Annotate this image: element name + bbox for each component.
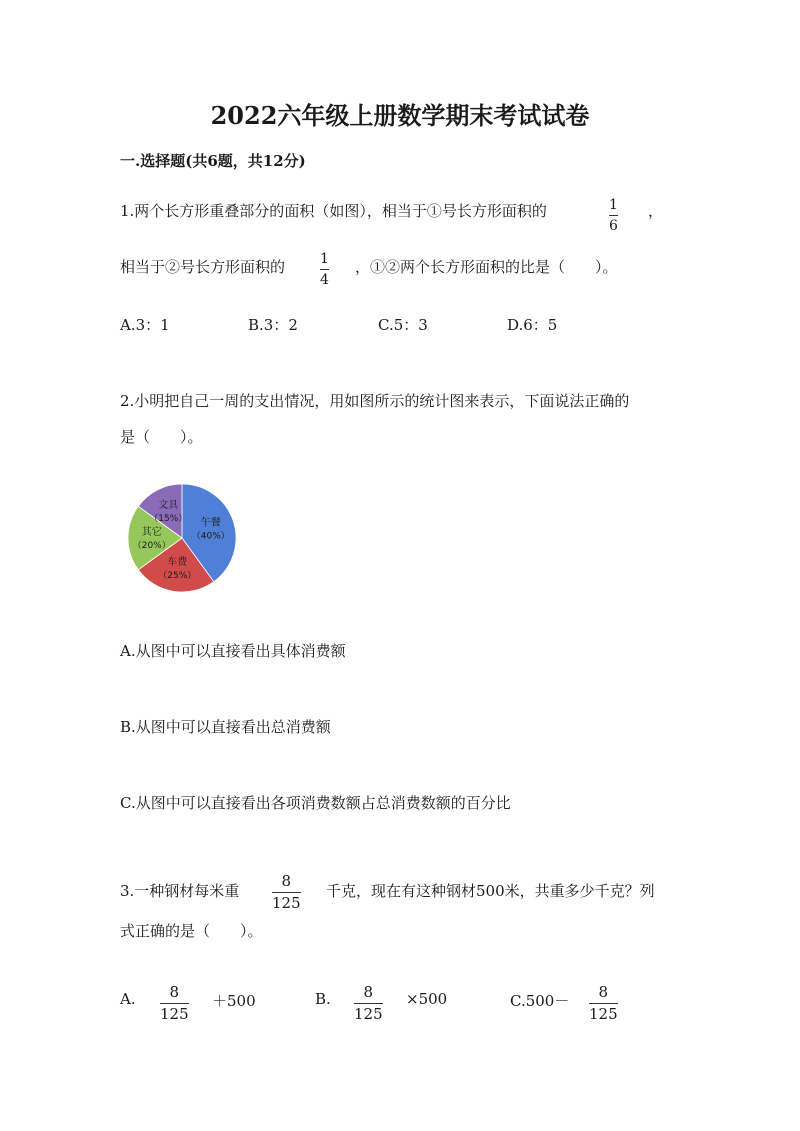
pie-label-fare: 车费	[167, 556, 188, 568]
q3-option-b-denominator: 125	[354, 1005, 383, 1023]
q3-option-a-denominator: 125	[160, 1005, 189, 1023]
q2-line2: 是（ ）。	[120, 428, 203, 446]
pie-label-stationery: 文具	[158, 500, 179, 512]
q1-line2: 相当于②号长方形面积的	[120, 258, 286, 276]
q3-line2: 式正确的是（ ）。	[120, 922, 263, 940]
q3-option-c-fraction	[589, 985, 618, 1022]
q1-fraction-2-denominator: 4	[320, 272, 329, 288]
page-title: 2022六年级上册数学期末考试试卷	[210, 101, 590, 130]
q3-option-a-suffix: ＋500	[212, 992, 256, 1010]
q3-option-a-label[interactable]: A.	[120, 990, 136, 1008]
q1-option-c[interactable]: C.5：3	[378, 316, 428, 334]
q3-option-b-label[interactable]: B.	[315, 990, 331, 1008]
q3-option-b-numerator: 8	[363, 983, 374, 1001]
q1-line1-end: ，	[648, 202, 664, 220]
q3-fraction-numerator: 8	[281, 872, 292, 890]
q1-option-a[interactable]: A.3：1	[120, 316, 170, 334]
q1-fraction-1-denominator: 6	[609, 218, 618, 234]
q3-line1: 3.一种钢材每米重	[120, 882, 240, 900]
q3-option-c-label[interactable]: C.500－	[510, 992, 570, 1010]
q3-line1-end: 千克，现在有这种钢材500米，共重多少千克？列	[326, 882, 655, 900]
q1-option-b[interactable]: B.3：2	[248, 316, 298, 334]
pie-label-lunch: 午餐	[200, 517, 221, 529]
q3-option-c-denominator: 125	[589, 1005, 618, 1023]
q3-option-a-numerator: 8	[169, 983, 180, 1001]
q2-option-b[interactable]: B.从图中可以直接看出总消费额	[120, 718, 331, 736]
q3-fraction	[272, 874, 301, 911]
q3-option-c-numerator: 8	[598, 983, 609, 1001]
q1-fraction-1-numerator: 1	[609, 197, 618, 213]
pie-chart	[120, 478, 245, 598]
pie-label-fare-percent: （25%）	[158, 570, 197, 581]
q2-option-c[interactable]: C.从图中可以直接看出各项消费数额占总消费数额的百分比	[120, 794, 511, 812]
q1-fraction-1	[609, 198, 618, 233]
q3-fraction-denominator: 125	[272, 894, 301, 912]
q3-option-a-fraction	[160, 985, 189, 1022]
q2-option-a[interactable]: A.从图中可以直接看出具体消费额	[120, 642, 346, 660]
pie-label-lunch-percent: （40%）	[191, 531, 230, 542]
q1-line1: 1.两个长方形重叠部分的面积（如图），相当于①号长方形面积的	[120, 202, 547, 220]
section-heading: 一.选择题(共6题，共12分)	[120, 152, 306, 170]
q1-option-d[interactable]: D.6：5	[507, 316, 558, 334]
q1-fraction-2-numerator: 1	[320, 251, 329, 267]
pie-label-other: 其它	[141, 527, 162, 538]
q2-line1: 2.小明把自己一周的支出情况，用如图所示的统计图来表示，下面说法正确的	[120, 392, 630, 410]
q3-option-b-fraction	[354, 985, 383, 1022]
q3-option-b-suffix: ×500	[406, 990, 448, 1008]
pie-label-other-percent: （20%）	[132, 541, 171, 551]
q1-line2-end: ，①②两个长方形面积的比是（ ）。	[355, 258, 618, 276]
pie-label-stationery-percent: （15%）	[149, 514, 188, 525]
q1-fraction-2	[320, 252, 329, 287]
